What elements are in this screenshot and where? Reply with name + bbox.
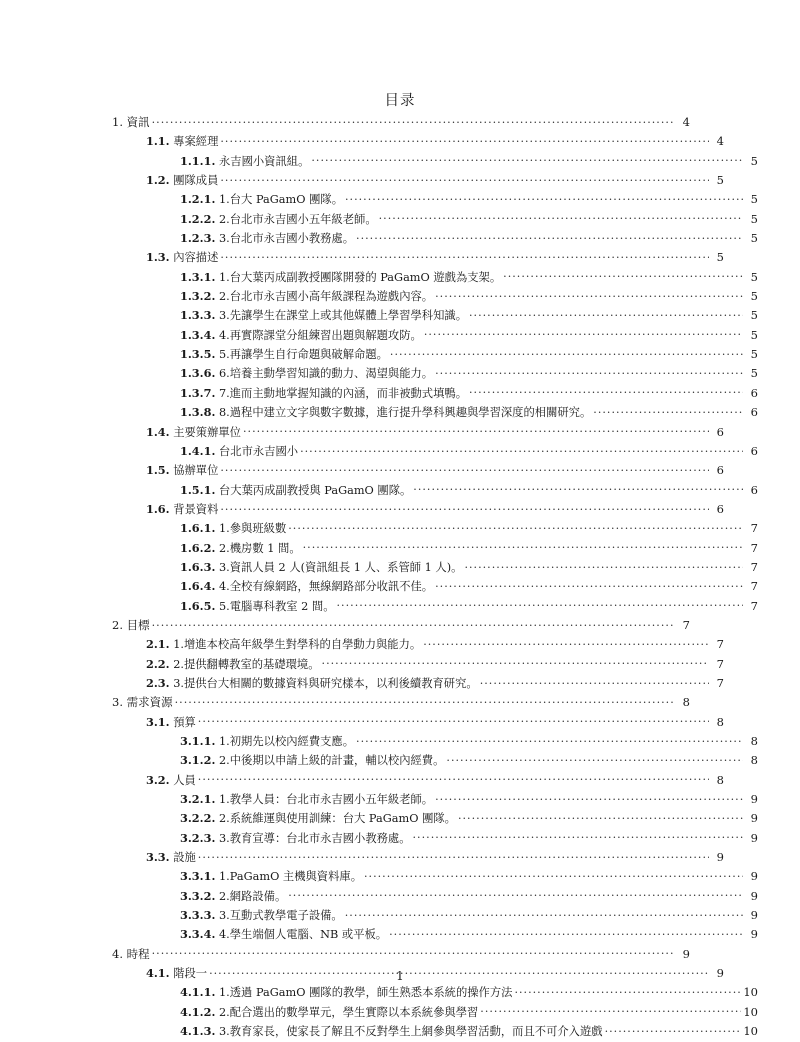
toc-entry[interactable] (112, 345, 758, 364)
toc-entry[interactable] (112, 364, 758, 383)
toc-entry-page-number: 5 (750, 308, 758, 323)
toc-entry-page-number: 6 (750, 405, 758, 420)
toc-leader-dots (364, 870, 743, 880)
toc-entry-page-number: 8 (716, 772, 724, 787)
toc-leader-dots (464, 561, 743, 571)
toc-entry-text: 協辦單位 (173, 464, 219, 478)
toc-entry-text: 1.透過 PaGamO 團隊的教學，師生熟悉本系統的操作方法 (218, 986, 513, 1000)
toc-entry-page-number: 6 (716, 463, 724, 478)
toc-leader-dots (198, 716, 709, 726)
toc-entry-page-number: 7 (750, 598, 758, 613)
toc-entry-label (112, 945, 150, 964)
toc-entry-label (146, 132, 218, 151)
toc-entry-number: 1.1.1. (180, 153, 216, 168)
toc-entry-text: 永吉國小資訊組。 (218, 154, 310, 168)
toc-entry-page-number: 9 (750, 830, 758, 845)
toc-entry-number: 1.3.1. (180, 269, 216, 284)
toc-entry-text: 資訊 (126, 115, 150, 129)
toc-entry-page-number: 5 (750, 211, 758, 226)
toc-entry-page-number: 9 (750, 927, 758, 942)
toc-leader-dots (220, 135, 709, 145)
toc-entry[interactable] (112, 597, 758, 616)
toc-entry-page-number: 5 (750, 347, 758, 362)
toc-entry-label (180, 306, 467, 325)
toc-entry-number: 1.6.3. (180, 559, 216, 574)
toc-entry-page-number: 8 (716, 714, 724, 729)
toc-entry-label (146, 461, 218, 480)
toc-entry[interactable] (112, 829, 758, 848)
toc-entry-number: 3.2.3. (180, 830, 216, 845)
toc-entry-text: 內容描述 (173, 251, 219, 265)
toc-entry-number: 1.4.1. (180, 443, 216, 458)
toc-entry-label (180, 809, 456, 828)
toc-entry-page-number: 9 (750, 811, 758, 826)
toc-entry-text: 人員 (173, 773, 196, 787)
toc-entry-number: 3.2. (146, 772, 170, 787)
toc-entry-label (146, 674, 478, 693)
toc-entry-page-number: 10 (743, 1004, 758, 1019)
toc-entry-number: 3.3.3. (180, 908, 216, 923)
toc-entry[interactable] (112, 481, 758, 500)
toc-leader-dots (413, 832, 743, 842)
toc-entry[interactable] (112, 210, 758, 229)
toc-entry-text: 8.過程中建立文字與數字數據，進行提升學科興趣與學習深度的相關研究。 (218, 406, 592, 420)
toc-entry-text: 2.台北市永吉國小高年級課程為遊戲內容。 (218, 290, 434, 304)
toc-leader-dots (243, 426, 709, 436)
toc-entry-page-number: 9 (750, 908, 758, 923)
toc-entry-number: 1.3.4. (180, 327, 216, 342)
toc-leader-dots (300, 445, 743, 455)
toc-entry-page-number: 10 (743, 1024, 758, 1039)
toc-entry-label (180, 345, 388, 364)
toc-entry-number: 1.1. (146, 134, 170, 149)
toc-entry-number: 1.2.1. (180, 192, 216, 207)
toc-entry-text: 2.網路設備。 (218, 889, 287, 903)
toc-entry-number: 1.3.8. (180, 405, 216, 420)
toc-entry-label (146, 248, 218, 267)
toc-entry[interactable] (112, 751, 758, 770)
toc-entry-text: 5.再讓學生自行命題與破解命題。 (218, 348, 388, 362)
toc-entry[interactable] (112, 558, 758, 577)
toc-entry-label (180, 384, 467, 403)
toc-entry-text: 1.PaGamO 主機與資料庫。 (218, 870, 362, 884)
toc-leader-dots (175, 696, 675, 706)
toc-entry-number: 1.5.1. (180, 482, 216, 497)
toc-entry-label (180, 519, 286, 538)
toc-entry-page-number: 4 (682, 115, 690, 129)
toc-leader-dots (345, 193, 743, 203)
toc-leader-dots (424, 329, 743, 339)
toc-entry-label (180, 210, 377, 229)
toc-entry-text: 2.配合選出的數學單元，學生實際以本系統參與學習 (218, 1005, 479, 1019)
toc-entry-page-number: 7 (716, 656, 724, 671)
toc-leader-dots (605, 1025, 742, 1035)
toc-entry-label (112, 693, 173, 712)
toc-leader-dots (152, 948, 675, 958)
toc-entry-text: 5.電腦專科教室 2 間。 (218, 599, 335, 613)
toc-entry-number: 1.4. (146, 424, 170, 439)
toc-entry-number: 3.3. (146, 850, 170, 865)
toc-entry-number: 1.6. (146, 501, 170, 516)
toc-entry-label (146, 171, 218, 190)
toc-entry-label (180, 558, 462, 577)
toc-leader-dots (435, 290, 743, 300)
toc-leader-dots (413, 484, 743, 494)
toc-leader-dots (220, 251, 709, 261)
toc-entry-page-number: 9 (750, 888, 758, 903)
toc-leader-dots (480, 677, 709, 687)
toc-entry-number: 2.3. (146, 675, 170, 690)
toc-entry-text: 2.機房數 1 間。 (218, 541, 301, 555)
toc-entry[interactable] (112, 132, 724, 151)
toc-leader-dots (435, 793, 743, 803)
toc-entry-page-number: 6 (716, 501, 724, 516)
toc-entry[interactable] (112, 152, 758, 171)
toc-leader-dots (311, 155, 743, 165)
toc-entry-page-number: 5 (750, 327, 758, 342)
toc-leader-dots (220, 503, 709, 513)
toc-entry-number: 1.3.6. (180, 366, 216, 381)
toc-entry-page-number: 6 (716, 424, 724, 439)
toc-entry[interactable] (112, 713, 724, 732)
toc-entry-page-number: 9 (682, 946, 690, 961)
toc-entry-number: 4. (112, 946, 123, 961)
toc-entry[interactable] (112, 190, 758, 209)
toc-entry[interactable] (112, 539, 758, 558)
toc-entry-text: 3.先讓學生在課堂上或其他媒體上學習學科知識。 (218, 309, 467, 323)
toc-entry-text: 需求資源 (126, 695, 173, 710)
toc-entry[interactable] (112, 983, 758, 1002)
toc-entry-text: 3.提供台大相關的數據資料與研究樣本，以利後續教育研究。 (173, 676, 478, 690)
toc-entry-label (180, 190, 343, 209)
toc-entry-text: 階段一 (173, 967, 208, 981)
toc-entry-label (180, 152, 309, 171)
toc-entry-label (180, 229, 354, 248)
toc-entry-number: 2. (112, 617, 123, 632)
toc-entry-label (180, 403, 591, 422)
toc-entry-page-number: 7 (682, 617, 690, 632)
toc-entry[interactable] (112, 500, 724, 519)
toc-entry[interactable] (112, 268, 758, 287)
toc-entry[interactable] (112, 887, 758, 906)
toc-entry[interactable] (112, 867, 758, 886)
toc-entry-page-number: 9 (750, 869, 758, 884)
toc-entry[interactable] (112, 519, 758, 538)
toc-leader-dots (152, 619, 675, 629)
toc-entry[interactable] (112, 945, 690, 964)
toc-entry-label (180, 287, 433, 306)
toc-entry-label (180, 925, 387, 944)
toc-entry-text: 2.提供翻轉教室的基礎環境。 (173, 657, 320, 671)
toc-entry-number: 3.3.1. (180, 869, 216, 884)
toc-entry-page-number: 5 (750, 231, 758, 246)
toc-entry-label (180, 539, 301, 558)
toc-entry[interactable] (112, 461, 724, 480)
toc-entry[interactable] (112, 403, 758, 422)
toc-entry[interactable] (112, 616, 690, 635)
toc-entry-number: 4.1.2. (180, 1004, 216, 1019)
toc-entry-number: 4.1.3. (180, 1024, 216, 1039)
toc-entry-page-number: 7 (750, 579, 758, 594)
toc-entry[interactable] (112, 287, 758, 306)
toc-entry-number: 1.6.5. (180, 598, 216, 613)
toc-entry[interactable] (112, 326, 758, 345)
toc-entry-text: 1.台大葉丙成副教授團隊開發的 PaGamO 遊戲為支架。 (218, 270, 502, 284)
toc-entry-page-number: 7 (716, 675, 724, 690)
toc-entry[interactable] (112, 442, 758, 461)
toc-entry-label (180, 751, 444, 770)
toc-entry-page-number: 5 (750, 192, 758, 207)
toc-entry-text: 3.資訊人員 2 人(資訊組長 1 人、系管師 1 人)。 (218, 560, 463, 574)
toc-entry-page-number: 5 (716, 173, 724, 188)
toc-entry-text: 6.培養主動學習知識的動力、渴望與能力。 (218, 367, 434, 381)
toc-entry-label (146, 500, 218, 519)
toc-leader-dots (389, 928, 743, 938)
toc-entry[interactable] (112, 635, 724, 654)
toc-entry-number: 1.3.3. (180, 308, 216, 323)
toc-entry-page-number: 9 (750, 792, 758, 807)
toc-leader-dots (288, 522, 743, 532)
toc-leader-dots (593, 406, 743, 416)
toc-entry-page-number: 5 (750, 269, 758, 284)
toc-entry-text: 1.初期先以校內經費支應。 (218, 735, 355, 748)
toc-entry-page-number: 4 (716, 134, 724, 149)
toc-entry-label (180, 867, 362, 886)
toc-entry-number: 3.1. (146, 714, 170, 729)
toc-entry[interactable] (112, 248, 724, 267)
toc-leader-dots (514, 986, 741, 996)
toc-entry-page-number: 10 (743, 985, 758, 1000)
toc-entry-label (180, 364, 433, 383)
toc-entry[interactable] (112, 171, 724, 190)
toc-leader-dots (469, 387, 743, 397)
toc-entry-label (180, 597, 335, 616)
toc-entry-text: 預算 (173, 715, 196, 729)
toc-entry-text: 7.進而主動地掌握知識的內涵，而非被動式填鴨。 (218, 386, 467, 400)
toc-entry-label (180, 1003, 478, 1022)
toc-entry-number: 1. (112, 115, 123, 129)
toc-entry[interactable] (112, 577, 758, 596)
toc-entry-text: 2.中後期以申請上級的計畫，輔以校內經費。 (218, 754, 445, 768)
toc-entry-number: 1.2.3. (180, 231, 216, 246)
toc-entry-text: 目標 (126, 617, 150, 632)
toc-entry-label (180, 481, 411, 500)
toc-entry-label (112, 616, 150, 635)
toc-entry-page-number: 5 (750, 289, 758, 304)
toc-entry-text: 時程 (126, 946, 150, 961)
toc-entry-page-number: 6 (750, 443, 758, 458)
toc-entry[interactable] (112, 906, 758, 925)
toc-entry-number: 1.6.1. (180, 521, 216, 536)
toc-entry[interactable] (112, 229, 758, 248)
toc-leader-dots (345, 909, 743, 919)
toc-entry-label (146, 713, 196, 732)
toc-entry[interactable] (112, 1003, 758, 1022)
toc-entry-label (180, 983, 512, 1002)
toc-leader-dots (303, 542, 743, 552)
toc-entry-text: 1.教學人員：台北市永吉國小五年級老師。 (218, 793, 434, 807)
toc-leader-dots (356, 735, 743, 745)
toc-entry-label (146, 423, 241, 442)
toc-leader-dots (423, 638, 709, 648)
toc-leader-dots (337, 600, 743, 610)
toc-entry-number: 2.2. (146, 656, 170, 671)
toc-leader-dots (435, 367, 743, 377)
toc-entry-number: 3.1.1. (180, 734, 216, 748)
toc-leader-dots (458, 812, 743, 822)
toc-entry-text: 4.學生端個人電腦、NB 或平板。 (218, 928, 388, 942)
toc-entry-page-number: 7 (716, 637, 724, 652)
toc-entry-label (146, 635, 421, 654)
toc-entry[interactable] (112, 423, 724, 442)
toc-entry-page-number: 7 (750, 521, 758, 536)
toc-entry-number: 1.2. (146, 173, 170, 188)
toc-entry[interactable] (112, 306, 758, 325)
toc-entry-number: 3.3.2. (180, 888, 216, 903)
toc-entry-label (180, 790, 433, 809)
toc-entry-number: 1.6.4. (180, 579, 216, 594)
toc-entry-text: 1.台大 PaGamO 團隊。 (218, 193, 343, 207)
toc-entry-text: 3.教育宣導：台北市永吉國小教務處。 (218, 831, 411, 845)
toc-entry-number: 3.2.2. (180, 811, 216, 826)
toc-leader-dots (220, 174, 709, 184)
toc-entry-number: 1.2.2. (180, 211, 216, 226)
toc-entry-text: 4.再實際課堂分組練習出題與解題攻防。 (218, 328, 422, 342)
toc-entry-number: 1.3.5. (180, 347, 216, 362)
toc-entry-text: 4.全校有線網路，無線網路部分收訊不佳。 (218, 580, 434, 594)
toc-entry-page-number: 8 (682, 695, 690, 710)
toc-entry-number: 1.3.7. (180, 385, 216, 400)
toc-entry[interactable] (112, 732, 758, 751)
toc-entry[interactable] (112, 384, 758, 403)
toc-entry-page-number: 7 (750, 540, 758, 555)
toc-entry-number: 3. (112, 695, 123, 710)
toc-entry-label (112, 113, 150, 132)
toc-entry-number: 3.1.2. (180, 753, 216, 768)
toc-entry-text: 專案經理 (173, 135, 219, 149)
table-of-contents (112, 113, 758, 1042)
toc-entry-label (180, 268, 501, 287)
toc-entry-text: 2.台北市永吉國小五年級老師。 (218, 212, 377, 226)
toc-entry-label (180, 829, 411, 848)
toc-entry-number: 1.3. (146, 250, 170, 265)
toc-entry-label (180, 1022, 603, 1041)
toc-entry-text: 3.互動式教學電子設備。 (218, 909, 343, 923)
toc-entry[interactable] (112, 925, 758, 944)
toc-entry-page-number: 6 (750, 385, 758, 400)
toc-leader-dots (469, 309, 743, 319)
toc-entry[interactable] (112, 113, 690, 132)
toc-entry-number: 2.1. (146, 637, 170, 652)
toc-entry-label (146, 771, 196, 790)
toc-entry[interactable] (112, 1022, 758, 1041)
toc-entry-label (180, 732, 354, 751)
toc-entry-page-number: 5 (716, 250, 724, 265)
toc-entry-label (180, 906, 343, 925)
toc-entry-page-number: 5 (750, 153, 758, 168)
toc-leader-dots (390, 348, 743, 358)
toc-entry-label (146, 848, 196, 867)
toc-leader-dots (379, 213, 743, 223)
toc-entry-text: 團隊成員 (173, 174, 219, 188)
toc-entry-page-number: 6 (750, 482, 758, 497)
toc-leader-dots (480, 1006, 741, 1016)
toc-title: 目录 (384, 93, 416, 109)
toc-entry-text: 1.參與班級數 (218, 522, 287, 536)
toc-entry[interactable] (112, 809, 758, 828)
toc-entry-page-number: 5 (750, 366, 758, 381)
toc-entry-text: 3.教育家長，使家長了解且不反對學生上網參與學習活動，而且不可介入遊戲 (218, 1025, 603, 1039)
toc-entry[interactable] (112, 693, 690, 712)
toc-entry-page-number: 7 (750, 559, 758, 574)
toc-entry-number: 3.2.1. (180, 792, 216, 807)
toc-entry-text: 1.增進本校高年級學生對學科的自學動力與能力。 (173, 638, 422, 652)
toc-entry-text: 3.台北市永吉國小教務處。 (218, 232, 355, 246)
toc-leader-dots (152, 116, 675, 126)
toc-entry-number: 4.1. (146, 966, 170, 981)
toc-entry-page-number: 9 (716, 966, 724, 981)
toc-leader-dots (288, 890, 743, 900)
toc-leader-dots (503, 271, 743, 281)
toc-leader-dots (220, 464, 709, 474)
toc-entry[interactable] (112, 674, 724, 693)
footer-page-number: 1 (396, 969, 404, 983)
toc-entry-text: 設施 (173, 851, 196, 865)
toc-leader-dots (446, 754, 743, 764)
toc-entry-label (180, 442, 298, 461)
toc-leader-dots (322, 658, 709, 668)
toc-entry-number: 4.1.1. (180, 985, 216, 1000)
toc-entry-text: 2.系統維運與使用訓練：台大 PaGamO 團隊。 (218, 812, 456, 826)
toc-entry-label (146, 655, 320, 674)
toc-entry-text: 台北市永吉國小 (218, 444, 299, 458)
toc-entry-page-number: 9 (716, 850, 724, 865)
toc-entry-label (180, 577, 433, 596)
toc-entry-number: 1.5. (146, 463, 170, 478)
toc-entry-number: 3.3.4. (180, 927, 216, 942)
toc-leader-dots (356, 232, 743, 242)
toc-entry-page-number: 8 (750, 753, 758, 768)
toc-entry[interactable] (112, 848, 724, 867)
toc-entry[interactable] (112, 790, 758, 809)
toc-entry[interactable] (112, 655, 724, 674)
toc-entry-number: 1.6.2. (180, 540, 216, 555)
toc-entry[interactable] (112, 771, 724, 790)
toc-entry-text: 主要策辦單位 (173, 425, 241, 439)
toc-leader-dots (198, 774, 709, 784)
toc-leader-dots (198, 851, 709, 861)
toc-entry-label (180, 326, 422, 345)
toc-entry-text: 台大葉丙成副教授與 PaGamO 團隊。 (218, 483, 412, 497)
toc-entry-text: 背景資料 (173, 502, 219, 516)
toc-entry-number: 1.3.2. (180, 289, 216, 304)
toc-entry-label (180, 887, 286, 906)
toc-entry-page-number: 8 (750, 734, 758, 748)
toc-leader-dots (435, 580, 743, 590)
